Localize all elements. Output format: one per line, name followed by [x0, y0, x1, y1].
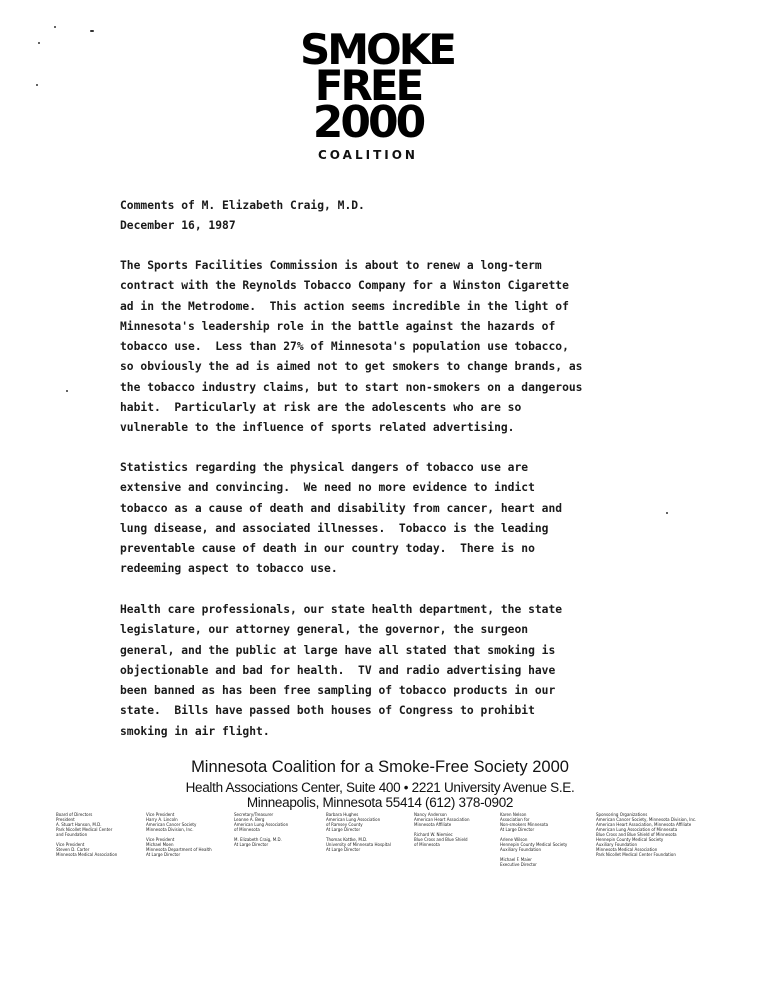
scan-speck	[36, 84, 38, 86]
officer-column: Secretary/Treasurer Leanne A. Berg American Lung Association of Minnesota M. Elizabeth Craig, M.D. At Large Director	[234, 812, 289, 847]
letterhead-address	[160, 780, 600, 810]
officer-column: Nancy Anderson American Heart Association Minnesota Affiliate Richard W. Niemiec Blue Cross and Blue Shield of Minnesota	[414, 812, 470, 847]
scan-speck	[666, 512, 668, 514]
paragraph-3: Health care professionals, our state health department, the state legislature, our attorney general, the governor, the surgeon general, and the public at large have all stated that smoking is objectionable and bad for health. TV and radio advertising have been banned as has been free sampling of tobacco products in our state. Bills have passed both houses of Congress to prohibit smoking in air flight.	[120, 603, 563, 738]
paragraph-2: Statistics regarding the physical dangers of tobacco use are extensive and convincing. We need no more evidence to indict tobacco as a cause of death and disability from cancer, heart and lung disease, and associated illnesses. Tobacco is the leading preventable cause of death in our country today. There is no redeeming aspect to tobacco use.	[120, 461, 563, 576]
officer-column: Board of Directors President A. Stuart Hanson, M.D. Park Nicollet Medical Center and Foundation Vice President Steven D. Carter Minnesota Medical Association	[56, 812, 118, 857]
document-title: Comments of M. Elizabeth Craig, M.D.	[120, 199, 365, 212]
paragraph-1: The Sports Facilities Commission is about to renew a long-term contract with the Reynolds Tobacco Company for a Winston Cigarette ad in the Metrodome. This action seems incredible in the light of Minnesota's leadership role in the battle against the hazards of tobacco use. Less than 27% of Minnesota's population use tobacco, so obviously the ad is aimed not to get smokers to change brands, as the tobacco industry claims, but to start non-smokers on a dangerous habit. Particularly at risk are the adolescents who are so vulnerable to the influence of sports related advertising.	[120, 259, 583, 435]
letterhead-address-line1: Health Associations Center, Suite 400 • 2221 University Avenue S.E.	[185, 780, 575, 795]
officer-column: Barbara Hughes American Lung Association of Ramsey County At Large Director Thomas Kottke, M.D. University of Minnesota Hospital At Large Director	[326, 812, 391, 852]
letterhead-org-name: Minnesota Coalition for a Smoke-Free Society 2000	[191, 758, 569, 776]
smoke-free-2000-logo	[300, 25, 454, 163]
officer-column: Vice President Harry A. Lincoln American Cancer Society Minnesota Division, Inc. Vice President Michael Moen Minnesota Department of Health At Large Director	[146, 812, 212, 857]
logo-line-coalition: COALITION	[318, 148, 418, 163]
logo-line-free: FREE	[314, 61, 422, 111]
document-heading	[120, 196, 365, 236]
scan-speck	[66, 390, 68, 392]
officer-column: Sponsoring Organizations American Cancer Society, Minnesota Division, Inc. American Heart Association, Minnesota Affiliate American Lung Association of Minnesota Blue Cross and Blue Shield of Minnesota Hennepin County Medical Society Auxiliary Foundation Minnesota Medical Association Park Nicollet Medical Center Foundation	[596, 812, 697, 857]
logo-line-smoke: SMOKE	[300, 25, 454, 74]
scan-speck	[38, 42, 40, 44]
logo-line-2000: 2000	[312, 97, 424, 149]
officers-list	[56, 812, 726, 882]
document-date: December 16, 1987	[120, 219, 236, 232]
scan-speck	[54, 26, 56, 28]
officer-column: Karen Nelson Association for Non-smokers Minnesota At Large Director Arlene Wilson Hennepin County Medical Society Auxiliary Foundation Michael F. Maier Executive Director	[500, 812, 568, 867]
scan-speck	[90, 30, 94, 32]
letterhead-address-line2: Minneapolis, Minnesota 55414 (612) 378-0902	[246, 795, 514, 810]
